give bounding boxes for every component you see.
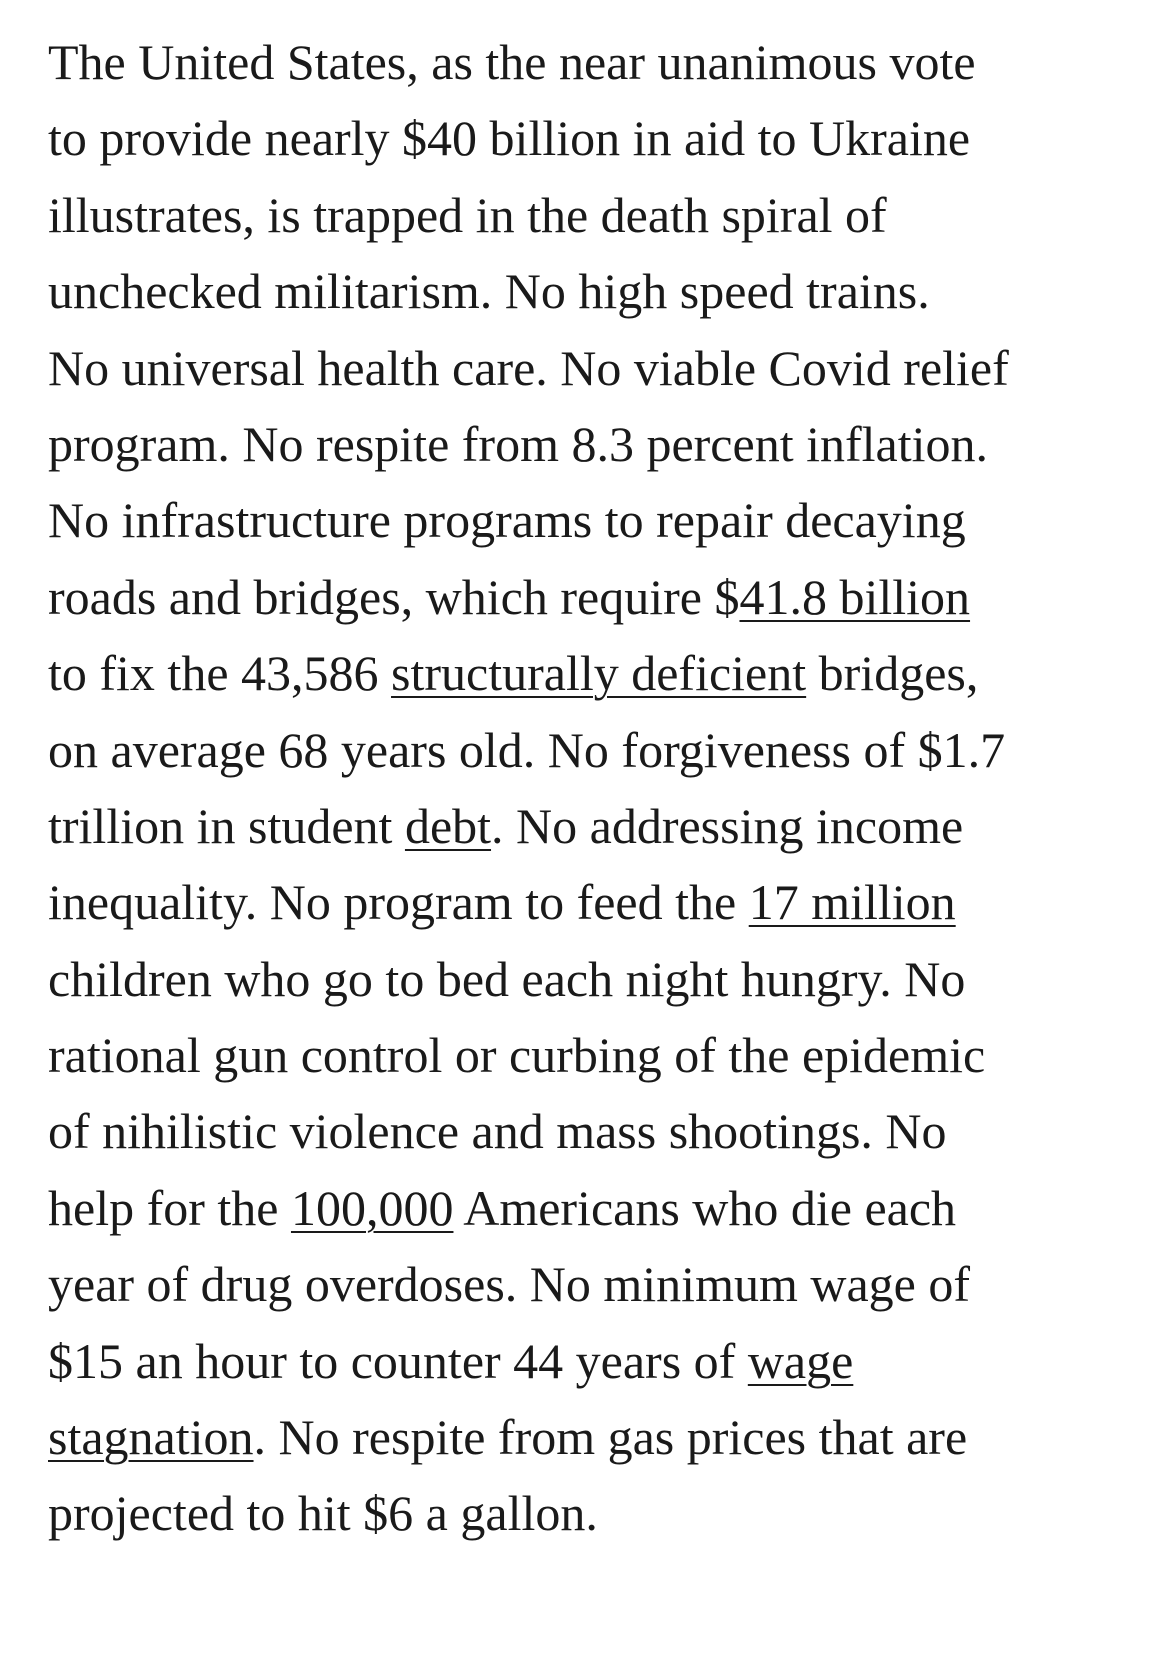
text-line <box>48 253 1148 329</box>
text-segment: roads and bridges, which require $ <box>48 568 740 625</box>
text-segment: to fix the 43,586 <box>48 645 392 702</box>
inline-link[interactable]: stagnation <box>48 1409 254 1466</box>
text-line <box>48 1475 1148 1551</box>
inline-link[interactable]: wage <box>747 1332 854 1389</box>
text-segment: help for the <box>48 1179 291 1236</box>
text-line <box>48 1093 1148 1169</box>
text-segment: program. No respite from 8.3 percent inflation. <box>48 415 988 472</box>
inline-link[interactable]: 17 million <box>748 874 956 931</box>
text-line <box>48 1170 1148 1246</box>
text-segment: to provide nearly $40 billion in aid to Ukraine <box>48 110 971 167</box>
text-line <box>48 1323 1148 1399</box>
text-line <box>48 1399 1148 1475</box>
text-line <box>48 406 1148 482</box>
text-segment: inequality. No program to feed the <box>48 874 749 931</box>
text-segment: Americans who die each <box>453 1179 957 1236</box>
text-line <box>48 1017 1148 1093</box>
text-segment: $15 an hour to counter 44 years of <box>48 1332 748 1389</box>
text-segment: trillion in student <box>48 797 405 854</box>
text-line <box>48 330 1148 406</box>
text-line <box>48 864 1148 940</box>
text-line <box>48 24 1148 100</box>
text-segment: children who go to bed each night hungry. No <box>48 950 966 1007</box>
text-segment: year of drug overdoses. No minimum wage of <box>48 1256 970 1313</box>
text-line <box>48 482 1148 558</box>
text-segment: . No respite from gas prices that are <box>253 1409 968 1466</box>
text-segment: illustrates, is trapped in the death spiral of <box>48 186 887 243</box>
text-line <box>48 788 1148 864</box>
text-segment: unchecked militarism. No high speed trains. <box>48 263 930 320</box>
text-segment: bridges, <box>806 645 979 702</box>
text-segment: rational gun control or curbing of the epidemic <box>48 1027 986 1084</box>
inline-link[interactable]: structurally deficient <box>391 645 807 702</box>
text-line <box>48 712 1148 788</box>
text-segment: No infrastructure programs to repair decaying <box>48 492 966 549</box>
text-line <box>48 100 1148 176</box>
text-segment: No universal health care. No viable Covid relief <box>48 339 1009 396</box>
inline-link[interactable]: debt <box>404 797 492 854</box>
text-line <box>48 1246 1148 1322</box>
text-line <box>48 941 1148 1017</box>
text-line <box>48 559 1148 635</box>
text-line <box>48 635 1148 711</box>
text-segment: . No addressing income <box>491 797 964 854</box>
inline-link[interactable]: 100,000 <box>290 1179 454 1236</box>
inline-link[interactable]: 41.8 billion <box>739 568 971 625</box>
text-line <box>48 177 1148 253</box>
text-segment: projected to hit $6 a gallon. <box>48 1485 598 1542</box>
text-segment: on average 68 years old. No forgiveness of $1.7 <box>48 721 1006 778</box>
text-segment: of nihilistic violence and mass shootings. No <box>48 1103 947 1160</box>
text-segment: The United States, as the near unanimous vote <box>48 34 976 90</box>
article-paragraph <box>48 24 1148 1552</box>
